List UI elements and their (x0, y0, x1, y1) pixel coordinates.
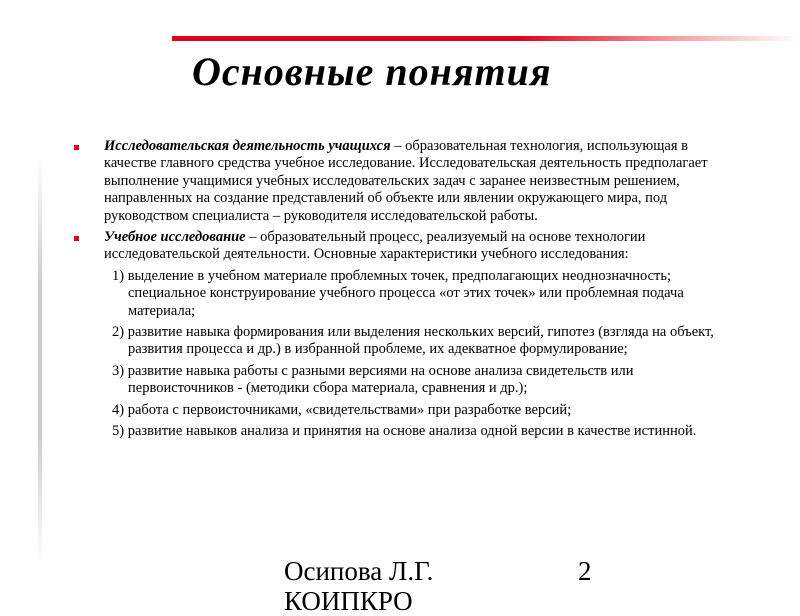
definition-research-activity: – образовательная технология, использующая в качестве главного средства учебное исследование. Исследовательская деятельность предполагает выполнение учащимися учебных исследовательских задач с заранее неизвестным решением, направленных на создание представлений об объекте или явлении окружающего мира, под руководством специалиста – руководителя исследовательской работы. (104, 138, 708, 224)
author-name: Осипова Л.Г. (284, 556, 434, 586)
left-divider (38, 155, 42, 565)
list-item: 2) развитие навыка формирования или выделения нескольких версий, гипотез (взгляда на объект, развития процесса и др.) в избранной проблеме, их адекватное формулирование; (112, 324, 714, 358)
title-underline (172, 36, 800, 41)
page-number: 2 (578, 556, 592, 586)
list-item: 5) развитие навыков анализа и принятия на основе анализа одной версии в качестве истинной. (112, 423, 697, 440)
list-item: 1) выделение в учебном материале проблемных точек, предполагающих неоднозначность; специальное конструирование учебного процесса «от этих точек» или проблемная подача материала; (112, 267, 684, 319)
term-research-activity: Исследовательская деятельность учащихся (104, 138, 391, 154)
characteristics-list (66, 268, 726, 441)
bullet-marker (74, 145, 79, 150)
bullet-educational-research (66, 229, 726, 264)
footer-author (284, 556, 433, 616)
page-title: Основные понятия (192, 49, 552, 94)
slide-content (66, 138, 726, 445)
term-educational-research: Учебное исследование (104, 229, 246, 246)
list-item: 4) работа с первоисточниками, «свидетельствами» при разработке версий; (112, 401, 572, 418)
bullet-research-activity (66, 138, 726, 225)
bullet-marker (74, 236, 79, 241)
definition-educational-research: – образовательный процесс, реализуемый на основе технологии исследовательской деятельности. Основные характеристики учебного исследования: (104, 229, 646, 263)
organization-name: КОИПКРО (284, 586, 413, 616)
list-item: 3) развитие навыка работы с разными версиями на основе анализа свидетельств или первоисточников - (методики сбора материала, сравнения и др.); (112, 362, 634, 397)
